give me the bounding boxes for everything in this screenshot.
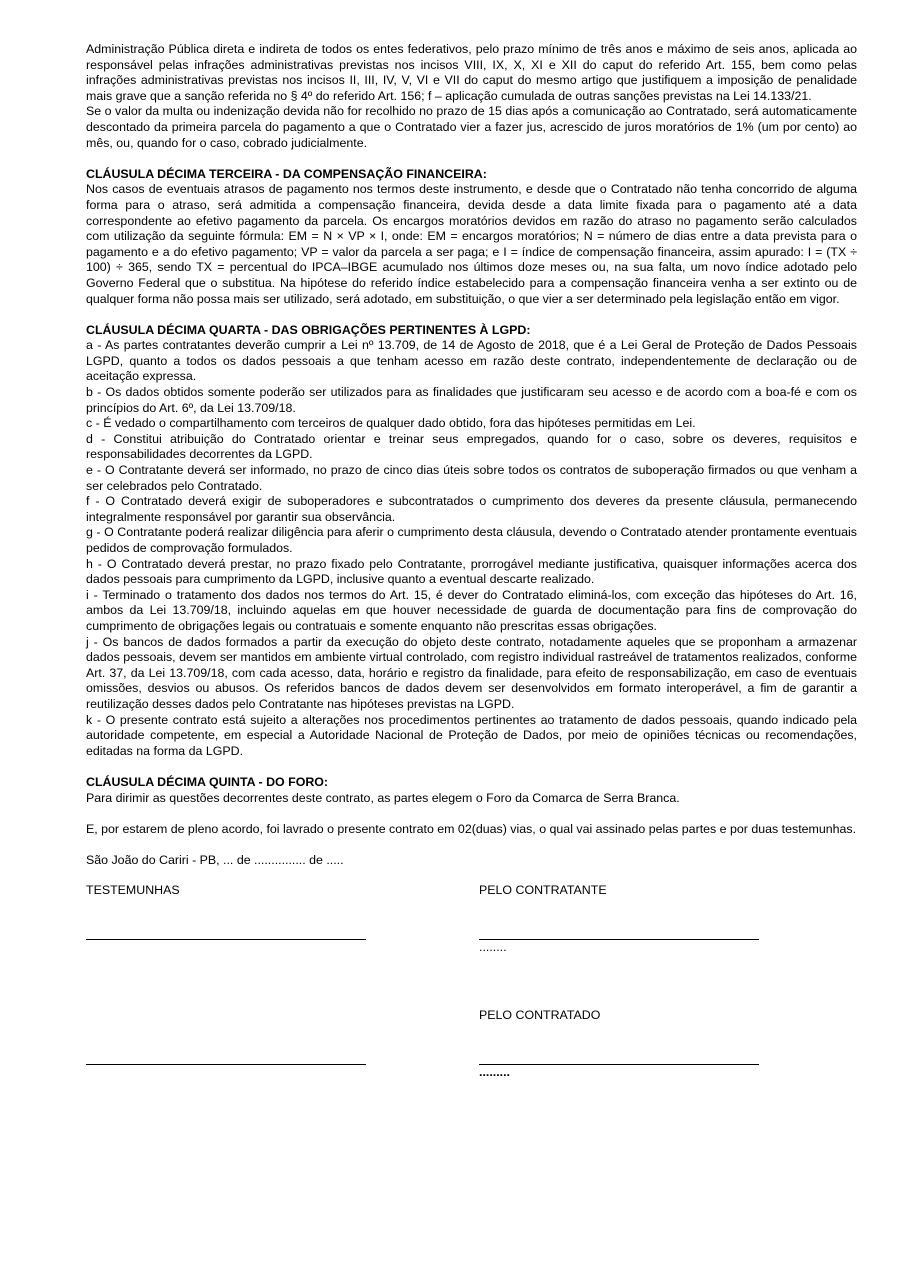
clause-14-item-f: f - O Contratado deverá exigir de suboperadores e subcontratados o cumprimento dos deveres da presente cláusula, permanecendo integralmente responsável por garantir sua observância. xyxy=(86,494,857,524)
clause-14-heading: CLÁUSULA DÉCIMA QUARTA - DAS OBRIGAÇÕES PERTINENTES À LGPD: xyxy=(86,322,531,337)
clause-15-heading: CLÁUSULA DÉCIMA QUINTA - DO FORO: xyxy=(86,774,329,789)
witness-2-signature-line xyxy=(86,1064,366,1065)
signature-block xyxy=(86,883,857,1123)
clause-15-text: Para dirimir as questões decorrentes deste contrato, as partes elegem o Foro da Comarca de Serra Branca. xyxy=(86,790,680,805)
clause-14-item-c: c - É vedado o compartilhamento com terceiros de qualquer dado obtido, fora das hipóteses permitidas em Lei. xyxy=(86,416,696,431)
clause-14-item-e: e - O Contratante deverá ser informado, no prazo de cinco dias úteis sobre todos os contratos de suboperação firmados ou que venham a ser celebrados pelo Contratado. xyxy=(86,463,857,493)
clause-14-item-a: a - As partes contratantes deverão cumprir a Lei nº 13.709, de 14 de Agosto de 2018, que é a Lei Geral de Proteção de Dados Pessoais LGPD, quanto a todos os dados pessoais a que tenham acesso em razão deste contrato, independentemente de declaração ou de aceitação expressa. xyxy=(86,338,857,384)
contractor-signature-line xyxy=(479,939,759,940)
intro-paragraph-2: Se o valor da multa ou indenização devida não for recolhido no prazo de 15 dias após a comunicação ao Contratado, será automaticamente descontado da primeira parcela do pagamento a que o Contratado vier a fazer jus, acrescido de juros moratórios de 1% (um por cento) ao mês, ou, quando for o caso, cobrado judicialmente. xyxy=(86,104,857,150)
contractor-label: PELO CONTRATANTE xyxy=(479,883,607,898)
clause-14-item-k: k - O presente contrato está sujeito a alterações nos procedimentos pertinentes ao tratamento de dados pessoais, quando indicado pela autoridade competente, em especial a Autoridade Nacional de Proteção de Dados, por meio de opiniões técnicas ou recomendações, editadas na forma da LGPD. xyxy=(86,712,857,758)
clause-14-item-i: i - Terminado o tratamento dos dados nos termos do Art. 15, é dever do Contratado eliminá-los, com exceção das hipóteses do Art. 16, ambos da Lei 13.709/18, incluindo aquelas em que houver necessidade de guarda de documentação para fins de comprovação do cumprimento de obrigações legais ou contratuais e somente enquanto não prescritas essas obrigações. xyxy=(86,587,857,633)
clause-13-heading: CLÁUSULA DÉCIMA TERCEIRA - DA COMPENSAÇÃO FINANCEIRA: xyxy=(86,166,487,181)
clause-14-item-b: b - Os dados obtidos somente poderão ser utilizados para as finalidades que justificaram seu acesso e de acordo com a boa-fé e com os princípios do Art. 6º, da Lei 13.709/18. xyxy=(86,385,857,415)
clause-14-item-j: j - Os bancos de dados formados a partir da execução do objeto deste contrato, notadamente aqueles que se proponham a armazenar dados pessoais, devem ser mantidos em ambiente virtual controlado, com registro individual rastreável de tratamentos realizados, conforme Art. 37, da Lei 13.709/18, com cada acesso, data, horário e registro da finalidade, para efeito de responsabilização, em caso de eventuais omissões, desvios ou abusos. Os referidos bancos de dados devem ser desenvolvidos em formato interoperável, a fim de garantir a reutilização desses dados pelo Contratante nas hipóteses previstas na LGPD. xyxy=(86,634,857,711)
clause-14-item-d: d - Constitui atribuição do Contratado orientar e treinar seus empregados, quando for o caso, sobre os deveres, requisitos e responsabilidades decorrentes da LGPD. xyxy=(86,431,857,462)
closing-paragraph: E, por estarem de pleno acordo, foi lavrado o presente contrato em 02(duas) vias, o qual vai assinado pelas partes e por duas testemunhas. xyxy=(86,821,857,836)
witness-1-signature-line xyxy=(86,939,366,940)
contracted-signature-line xyxy=(479,1064,759,1065)
contracted-name-placeholder: ......... xyxy=(479,1065,510,1080)
witnesses-label: TESTEMUNHAS xyxy=(86,883,180,898)
contractor-name-placeholder: ........ xyxy=(479,940,507,955)
contracted-label: PELO CONTRATADO xyxy=(479,1008,601,1023)
clause-14-item-g: g - O Contratante poderá realizar diligência para aferir o cumprimento desta cláusula, devendo o Contratado atender prontamente eventuais pedidos de comprovação formulados. xyxy=(86,525,857,555)
intro-paragraph-1: Administração Pública direta e indireta de todos os entes federativos, pelo prazo mínimo de três anos e máximo de seis anos, aplicada ao responsável pelas infrações administrativas previstas nos incisos VIII, IX, X, XI e XII do caput do referido Art. 155, bem como pelas infrações administrativas previstas nos incisos II, III, IV, V, VI e VII do caput do mesmo artigo que justifiquem a imposição de penalidade mais grave que a sanção referida no § 4º do referido Art. 156; f – aplicação cumulada de outras sanções previstas na Lei 14.133/21. xyxy=(86,42,857,103)
clause-13-text: Nos casos de eventuais atrasos de pagamento nos termos deste instrumento, e desde que o Contratado não tenha concorrido de alguma forma para o atraso, será admitida a compensação financeira, devida desde a data limite fixada para o pagamento até a data correspondente ao efetivo pagamento da parcela. Os encargos moratórios devidos em razão do atraso no pagamento serão calculados com utilização da seguinte fórmula: EM = N × VP × I, onde: EM = encargos moratórios; N = número de dias entre a data prevista para o pagamento e a do efetivo pagamento; VP = valor da parcela a ser paga; e I = índice de compensação financeira, assim apurado: I = (TX ÷ 100) ÷ 365, sendo TX = percentual do IPCA–IBGE acumulado nos últimos doze meses ou, na sua falta, um novo índice adotado pelo Governo Federal que o substitua. Na hipótese do referido índice estabelecido para a compensação financeira venha a ser extinto ou de qualquer forma não possa mais ser utilizado, será adotado, em substituição, o que vier a ser determinado pela legislação então em vigor. xyxy=(86,182,857,306)
contract-page xyxy=(86,42,857,1123)
clause-14-item-h: h - O Contratado deverá prestar, no prazo fixado pelo Contratante, prorrogável mediante justificativa, quaisquer informações acerca dos dados pessoais para cumprimento da LGPD, inclusive quanto a eventual descarte realizado. xyxy=(86,556,857,587)
place-date-line: São João do Cariri - PB, ... de ............... de ..... xyxy=(86,852,344,867)
